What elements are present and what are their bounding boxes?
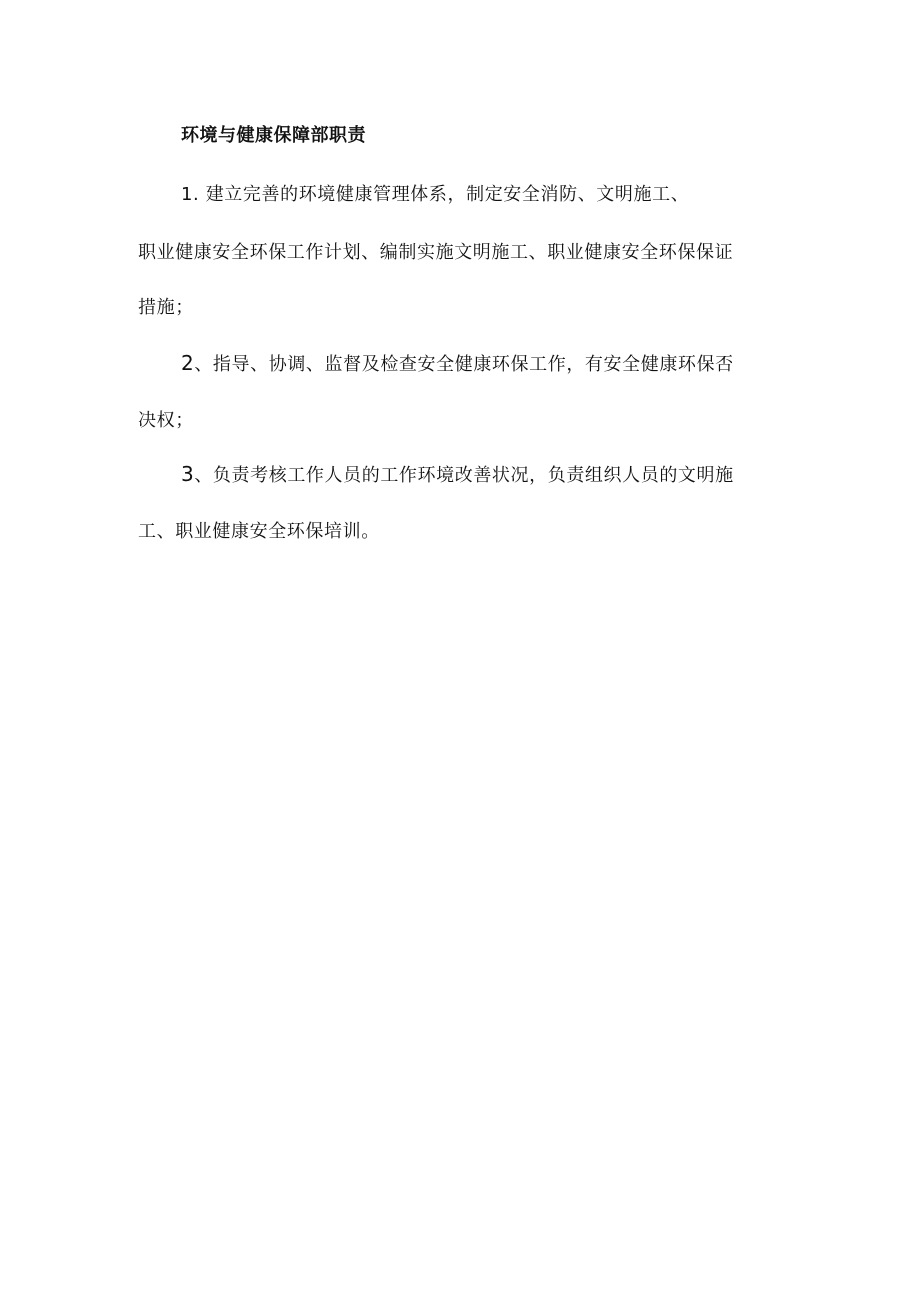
item-3-text: 、负责考核工作人员的工作环境改善状况，负责组织人员的文明施 — [194, 465, 734, 486]
item-3-number: 3 — [181, 462, 195, 486]
item-2-text: 、指导、协调、监督及检查安全健康环保工作，有安全健康环保否 — [194, 354, 734, 375]
document-title: 环境与健康保障部职责 — [181, 125, 366, 146]
item-2-line-1 — [181, 350, 734, 376]
item-1-line-3: 措施； — [138, 297, 194, 318]
item-3-line-1 — [181, 461, 734, 487]
item-2-line-2: 决权； — [138, 410, 194, 431]
item-2-number: 2 — [181, 351, 195, 375]
item-3-line-2: 工、职业健康安全环保培训。 — [138, 521, 380, 542]
item-1-line-2: 职业健康安全环保工作计划、编制实施文明施工、职业健康安全环保保证 — [138, 242, 734, 263]
item-1-line-1: 1. 建立完善的环境健康管理体系，制定安全消防、文明施工、 — [181, 184, 690, 205]
